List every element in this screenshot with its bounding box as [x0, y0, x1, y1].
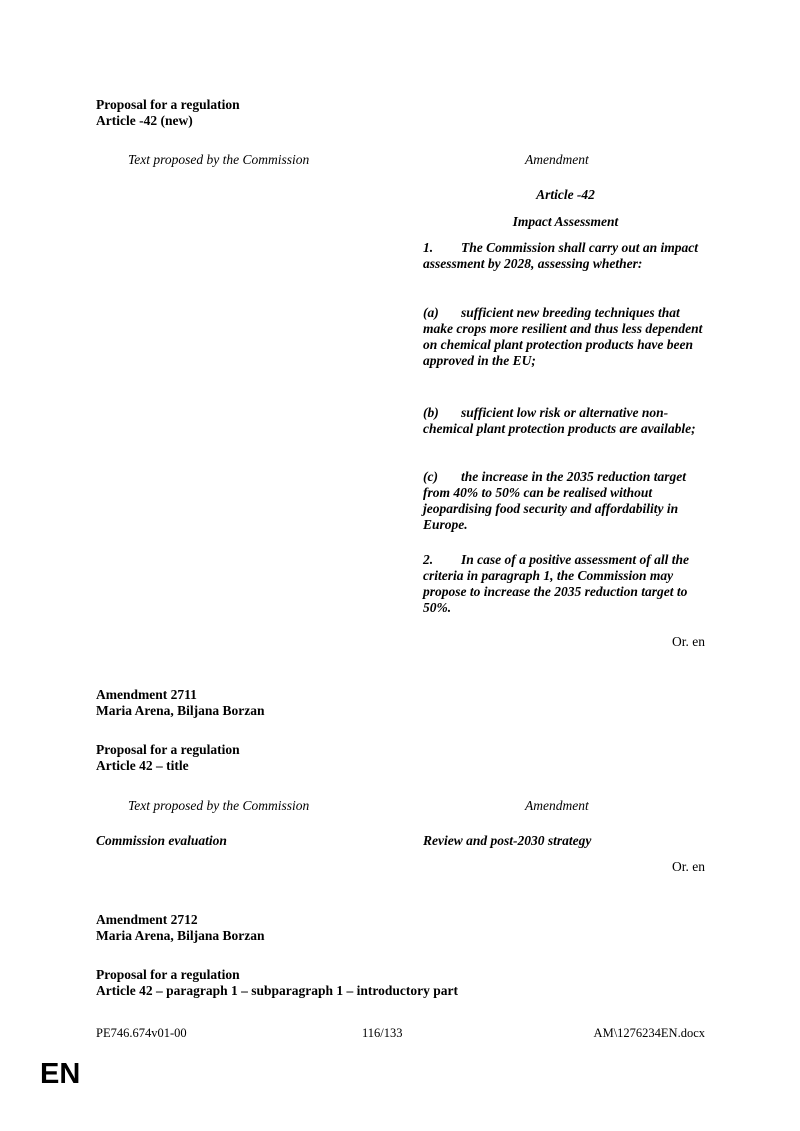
- paragraph-text: the increase in the 2035 reduction target from 40% to 50% can be realised without jeopardising food security and affordability in Europe.: [423, 469, 687, 532]
- article-line: Article 42 – paragraph 1 – subparagraph 1 – introductory part: [96, 983, 459, 998]
- amendment-text: Review and post-2030 strategy: [423, 833, 592, 848]
- amendment-number: Amendment 2712: [96, 912, 198, 927]
- amendment-paragraph-a: [423, 305, 708, 369]
- paragraph-label: (a): [423, 305, 439, 320]
- column-header-commission: Text proposed by the Commission: [128, 798, 310, 813]
- proposal-heading-1: [96, 97, 716, 129]
- amendment-authors: Maria Arena, Biljana Borzan: [96, 703, 265, 718]
- amendment-paragraph-2: [423, 552, 708, 616]
- proposal-heading-2: [96, 742, 716, 774]
- language-original-1: Or. en: [672, 634, 705, 649]
- article-line: Article -42 (new): [96, 113, 193, 128]
- article-title: Article -42: [536, 187, 595, 202]
- proposal-line: Proposal for a regulation: [96, 97, 240, 112]
- amendment-2712-header: [96, 912, 716, 944]
- amendment-paragraph-1: [423, 240, 708, 272]
- footer-reference: PE746.674v01-00: [96, 1026, 187, 1040]
- paragraph-label: 2.: [423, 552, 434, 567]
- proposal-line: Proposal for a regulation: [96, 967, 240, 982]
- language-mark: EN: [40, 1058, 81, 1090]
- amendment-number: Amendment 2711: [96, 687, 197, 702]
- paragraph-label: (b): [423, 405, 439, 420]
- footer-document-name: AM\1276234EN.docx: [593, 1026, 705, 1040]
- paragraph-text: The Commission shall carry out an impact assessment by 2028, assessing whether:: [423, 240, 699, 271]
- column-header-amendment: Amendment: [525, 152, 589, 167]
- amendment-paragraph-b: [423, 405, 708, 437]
- commission-text: Commission evaluation: [96, 833, 227, 848]
- amendment-authors: Maria Arena, Biljana Borzan: [96, 928, 265, 943]
- article-subtitle: Impact Assessment: [512, 214, 619, 229]
- paragraph-label: 1.: [423, 240, 434, 255]
- paragraph-text: In case of a positive assessment of all the criteria in paragraph 1, the Commission may propose to increase the 2035 reduction target to 50%.: [423, 552, 689, 615]
- proposal-line: Proposal for a regulation: [96, 742, 240, 757]
- amendment-paragraph-c: [423, 469, 708, 533]
- column-header-commission: Text proposed by the Commission: [128, 152, 310, 167]
- footer-page-number: 116/133: [362, 1026, 403, 1040]
- proposal-heading-3: [96, 967, 716, 999]
- paragraph-text: sufficient low risk or alternative non-chemical plant protection products are available;: [423, 405, 696, 436]
- article-line: Article 42 – title: [96, 758, 189, 773]
- amendment-2711-header: [96, 687, 716, 719]
- paragraph-label: (c): [423, 469, 438, 484]
- column-header-amendment: Amendment: [525, 798, 589, 813]
- language-original-2: Or. en: [672, 859, 705, 874]
- paragraph-text: sufficient new breeding techniques that make crops more resilient and thus less dependent on chemical plant protection products have been approved in the EU;: [423, 305, 703, 368]
